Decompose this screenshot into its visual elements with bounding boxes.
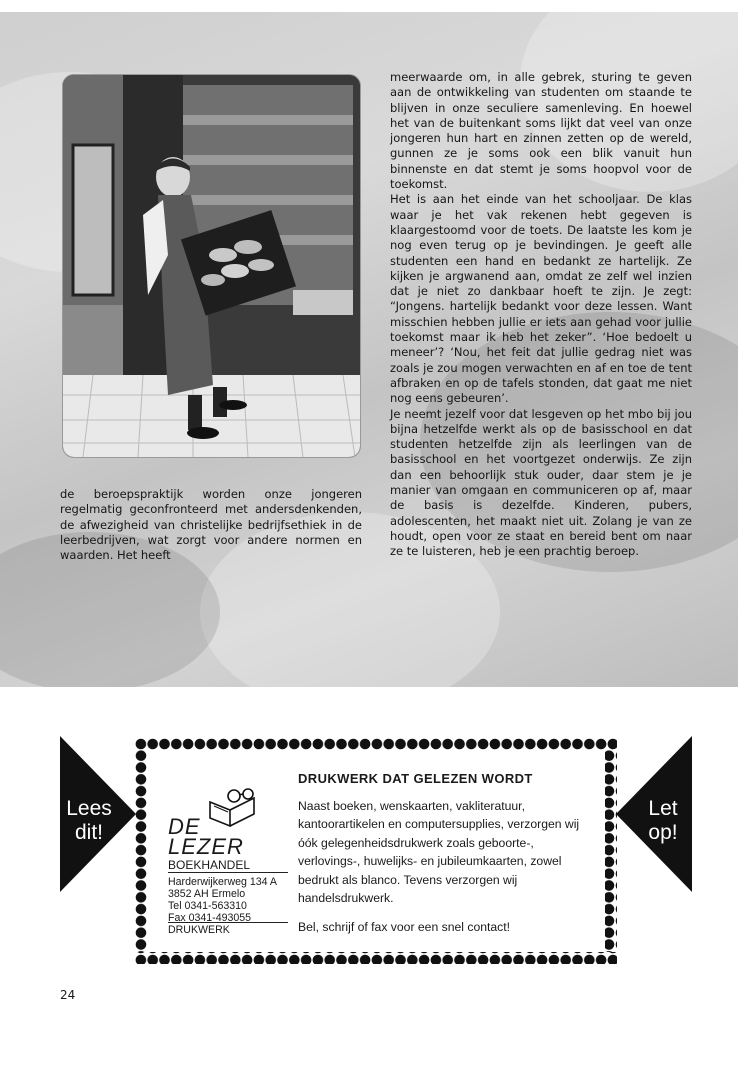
left-arrow-text	[64, 797, 114, 845]
article-left-column	[60, 487, 362, 563]
article-right-column	[390, 70, 692, 560]
page-number: 24	[60, 988, 76, 1002]
right-paragraph-1: meerwaarde om, in alle gebrek, sturing te geven aan de ontwikkeling van studenten om staande te blijven in onze seculiere samenleving. En hoewel het van de buitenkant soms lijkt dat veel van onze jongeren hun hart en zinnen zetten op de wereld, gunnen ze je soms ook een blik vanuit hun binnenste en dat stemt je soms hoopvol voor de toekomst.	[390, 70, 692, 192]
left-arrow-line-1: Lees	[66, 797, 112, 820]
right-paragraph-2: Het is aan het einde van het schooljaar. De klas waar je het vak rekenen hebt gegeven is klaargestoomd voor de toets. De laatste les kom je nog even terug op je bevindingen. Je geeft alle studenten een hand en bedankt ze hartelijk. Ze kijken je argwanend aan, omdat ze zelf wel inzien dat je niet zo dankbaar hoeft te zijn. Je zegt: “Jongens. hartelijk bedankt voor deze lessen. Want misschien hebben jullie er iets aan gehad voor jullie toekomst maar ik heb het zeker”. ‘Hoe bedoelt u meneer’? ‘Nou, het feit dat jullie gedrag niet was zoals je zou mogen verwachten en af en toe de tent afbraken en op de tafels stonden, dat gaat me niet nog eens gebeuren’.	[390, 192, 692, 406]
left-paragraph: de beroepspraktijk worden onze jongeren regelmatig geconfronteerd met andersdenkenden, de afwezigheid van christelijke bedrijfsethiek in de leerbedrijven, wat zorgt voor andere normen en waarden. Het heeft	[60, 487, 362, 563]
shop-footer: DRUKWERK	[168, 922, 288, 936]
address-city: 3852 AH Ermelo	[168, 888, 246, 900]
logo-line-de: DE	[168, 814, 201, 839]
shop-address	[168, 876, 277, 924]
ad-call-to-action: Bel, schrijf of fax voor een snel contact!	[298, 920, 511, 934]
address-street: Harderwijkerweg 134 A	[168, 876, 277, 888]
left-arrow-line-2: dit!	[74, 821, 103, 844]
address-phone: Tel 0341-563310	[168, 900, 247, 912]
ad-headline: DRUKWERK DAT GELEZEN WORDT	[298, 771, 533, 786]
shop-name: BOEKHANDEL	[168, 858, 288, 873]
right-arrow-text	[638, 797, 688, 845]
book-logo-icon	[206, 788, 262, 828]
right-paragraph-3: Je neemt jezelf voor dat lesgeven op het mbo bij jou bijna hetzelfde werkt als op de basisschool en dat studenten hetzelfde zijn als leerlingen van de basisschool en het voortgezet onderwijs. Ze zijn dan een behoorlijk stuk ouder, daar stem je je manier van omgaan en communiceren op af, maar de basis is dezelfde. Kinderen, pubers, adolescenten, het maakt niet uit. Zolang je van ze houdt, open voor ze staat en bereid bent om naar ze te luisteren, heb je een prachtig beroep.	[390, 406, 692, 559]
right-arrow-line-1: Let	[648, 797, 678, 820]
baker-photo	[62, 74, 361, 458]
address-fax: Fax 0341-493055	[168, 912, 252, 924]
logo-line-lezer: LEZER	[168, 834, 244, 859]
right-arrow-line-2: op!	[648, 821, 678, 844]
ad-body-text: Naast boeken, wenskaarten, vakliteratuur, kantoorartikelen en computersupplies, verzorgen wij óók gelegenheidsdrukwerk zoals geboorte-, verlovings-, huwelijks- en jubileumkaarten, zowel bedrukt als blanco. Tevens verzorgen wij handelsdrukwerk.	[298, 799, 580, 906]
